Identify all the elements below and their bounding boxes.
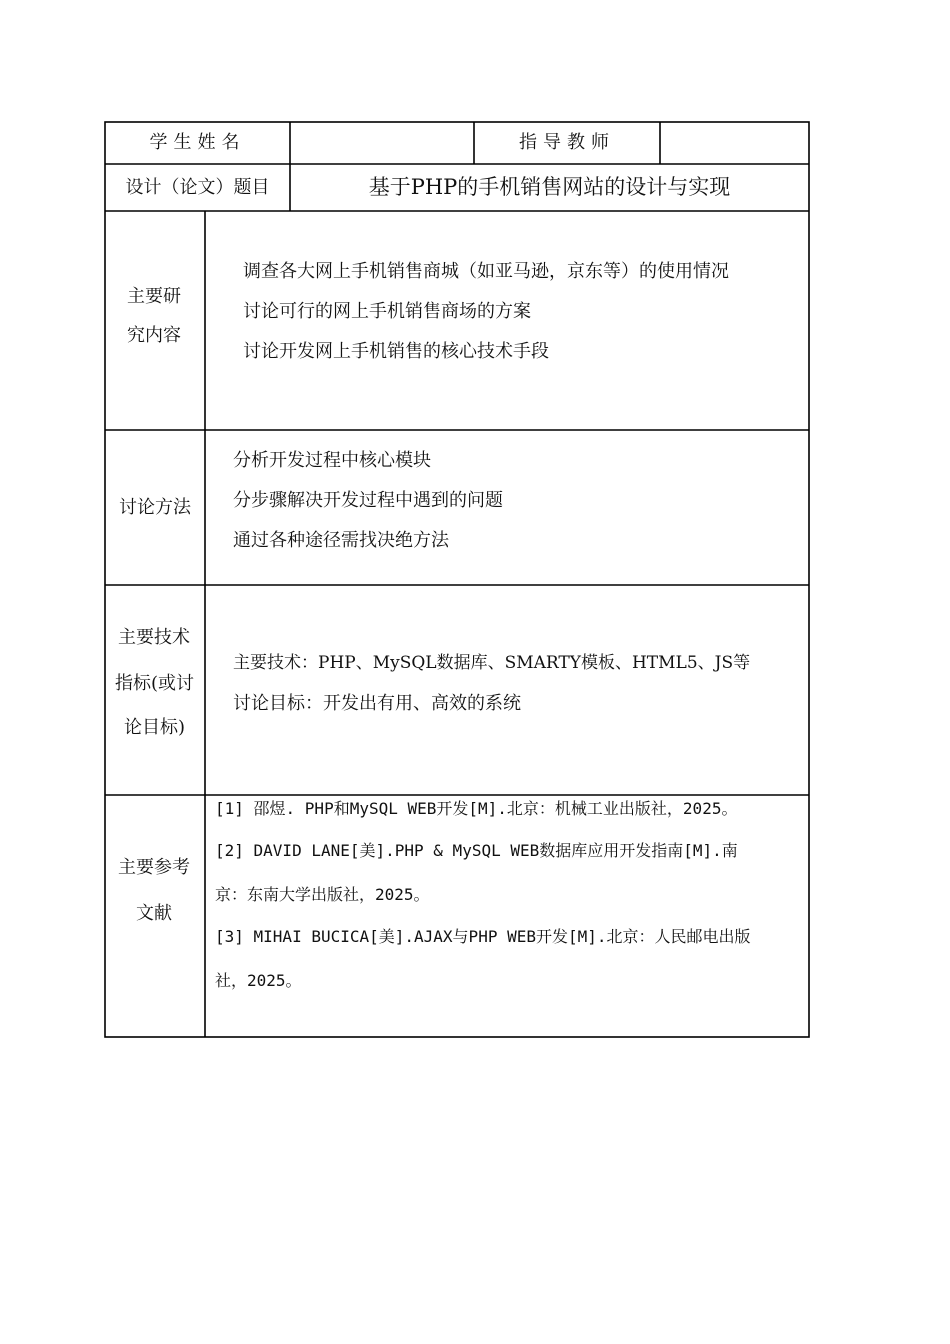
research-item: 讨论开发网上手机销售的核心技术手段 <box>243 341 549 362</box>
research-item: 讨论可行的网上手机销售商场的方案 <box>243 301 531 322</box>
tech-item: 讨论目标：开发出有用、高效的系统 <box>233 693 521 714</box>
method-item: 通过各种途径需找决绝方法 <box>233 530 449 551</box>
advisor-value[interactable] <box>660 122 809 164</box>
topic-label: 设计（论文）题目 <box>125 176 270 198</box>
method-content <box>205 430 809 585</box>
advisor-label: 指导教师 <box>519 132 615 153</box>
ref-line: 京：东南大学出版社，2025。 <box>215 885 430 904</box>
student-name-value[interactable] <box>290 122 474 164</box>
method-item: 分步骤解决开发过程中遇到的问题 <box>233 490 503 511</box>
topic-value: 基于PHP的手机销售网站的设计与实现 <box>368 175 731 199</box>
refs-label: 主要参考 文献 <box>118 857 190 924</box>
student-name-label: 学生姓名 <box>149 132 246 153</box>
method-item: 分析开发过程中核心模块 <box>233 450 431 471</box>
ref-line: [3] MIHAI BUCICA[美].AJAX与PHP WEB开发[M].北京：人民邮电出版 <box>215 927 751 946</box>
method-label: 讨论方法 <box>119 496 191 518</box>
ref-line: 社，2025。 <box>215 971 302 990</box>
tech-content <box>205 585 809 795</box>
research-label: 主要研 究内容 <box>127 286 181 346</box>
tech-item: 主要技术：PHP、MySQL数据库、SMARTY模板、HTML5、JS等 <box>233 653 751 673</box>
ref-line: [1] 邵煜. PHP和MySQL WEB开发[M].北京：机械工业出版社，2025。 <box>215 799 738 818</box>
research-content <box>205 211 809 430</box>
tech-label: 主要技术 指标(或讨 论目标) <box>115 627 195 738</box>
research-item: 调查各大网上手机销售商城（如亚马逊，京东等）的使用情况 <box>243 261 729 282</box>
refs-content <box>205 795 809 1037</box>
ref-line: [2] DAVID LANE[美].PHP & MySQL WEB数据库应用开发指南[M].南 <box>215 841 738 860</box>
